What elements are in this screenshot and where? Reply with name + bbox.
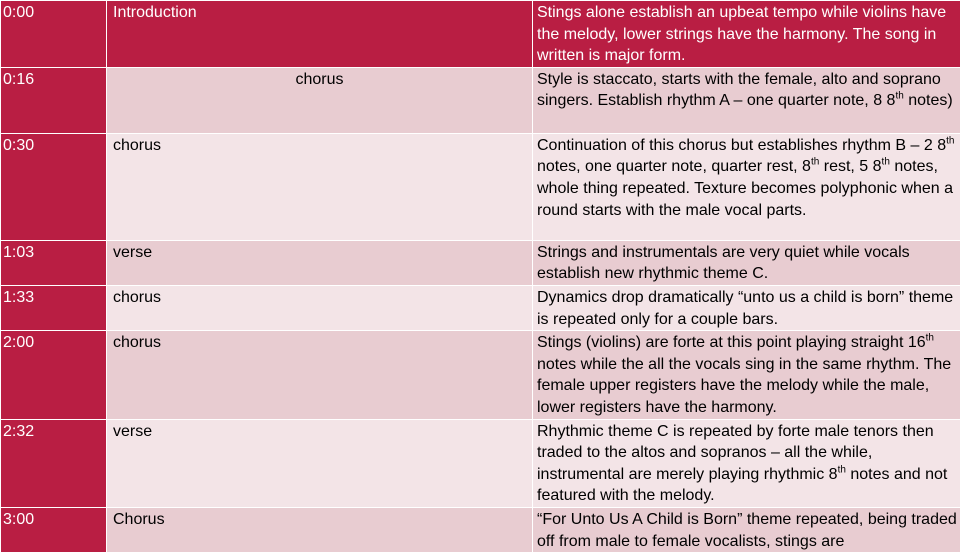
- table-row: [1, 133, 960, 240]
- time-cell: 2:32: [1, 419, 107, 507]
- time-cell: 2:00: [1, 331, 107, 419]
- table-row: [1, 240, 960, 285]
- time-cell: 0:30: [1, 133, 107, 240]
- description-cell: Dynamics drop dramatically “unto us a child is born” theme is repeated only for a couple bars.: [533, 285, 960, 330]
- section-cell: Chorus: [107, 507, 533, 552]
- time-cell: 0:00: [1, 1, 107, 68]
- description-cell: Continuation of this chorus but establishes rhythm B – 2 8th notes, one quarter note, quarter rest, 8th rest, 5 8th notes, whole thing repeated. Texture becomes polyphonic when a round starts with the male vocal parts.: [533, 133, 960, 240]
- section-cell: verse: [107, 419, 533, 507]
- time-cell: 3:00: [1, 507, 107, 552]
- description-cell: Stings (violins) are forte at this point playing straight 16th notes while the all the vocals sing in the same rhythm. The female upper registers have the melody while the male, lower registers have the harmony.: [533, 331, 960, 419]
- section-cell: chorus: [107, 133, 533, 240]
- description-cell: Stings alone establish an upbeat tempo while violins have the melody, lower strings have the harmony. The song in written is major form.: [533, 1, 960, 68]
- section-cell: chorus: [107, 285, 533, 330]
- description-cell: Strings and instrumentals are very quiet while vocals establish new rhythmic theme C.: [533, 240, 960, 285]
- time-cell: 0:16: [1, 67, 107, 133]
- table-row: [1, 1, 960, 68]
- table-row: [1, 507, 960, 552]
- table-row: [1, 419, 960, 507]
- time-cell: 1:03: [1, 240, 107, 285]
- description-cell: Rhythmic theme C is repeated by forte male tenors then traded to the altos and sopranos – all the while, instrumental are merely playing rhythmic 8th notes and not featured with the melody.: [533, 419, 960, 507]
- time-cell: 1:33: [1, 285, 107, 330]
- description-cell: “For Unto Us A Child is Born” theme repeated, being traded off from male to female vocalists, stings are: [533, 507, 960, 552]
- section-cell: chorus: [107, 67, 533, 133]
- table-row: [1, 285, 960, 330]
- table-row: [1, 331, 960, 419]
- section-cell: chorus: [107, 331, 533, 419]
- section-cell: verse: [107, 240, 533, 285]
- description-cell: Style is staccato, starts with the female, alto and soprano singers. Establish rhythm A – one quarter note, 8 8th notes): [533, 67, 960, 133]
- section-cell: Introduction: [107, 1, 533, 68]
- table-row: [1, 67, 960, 133]
